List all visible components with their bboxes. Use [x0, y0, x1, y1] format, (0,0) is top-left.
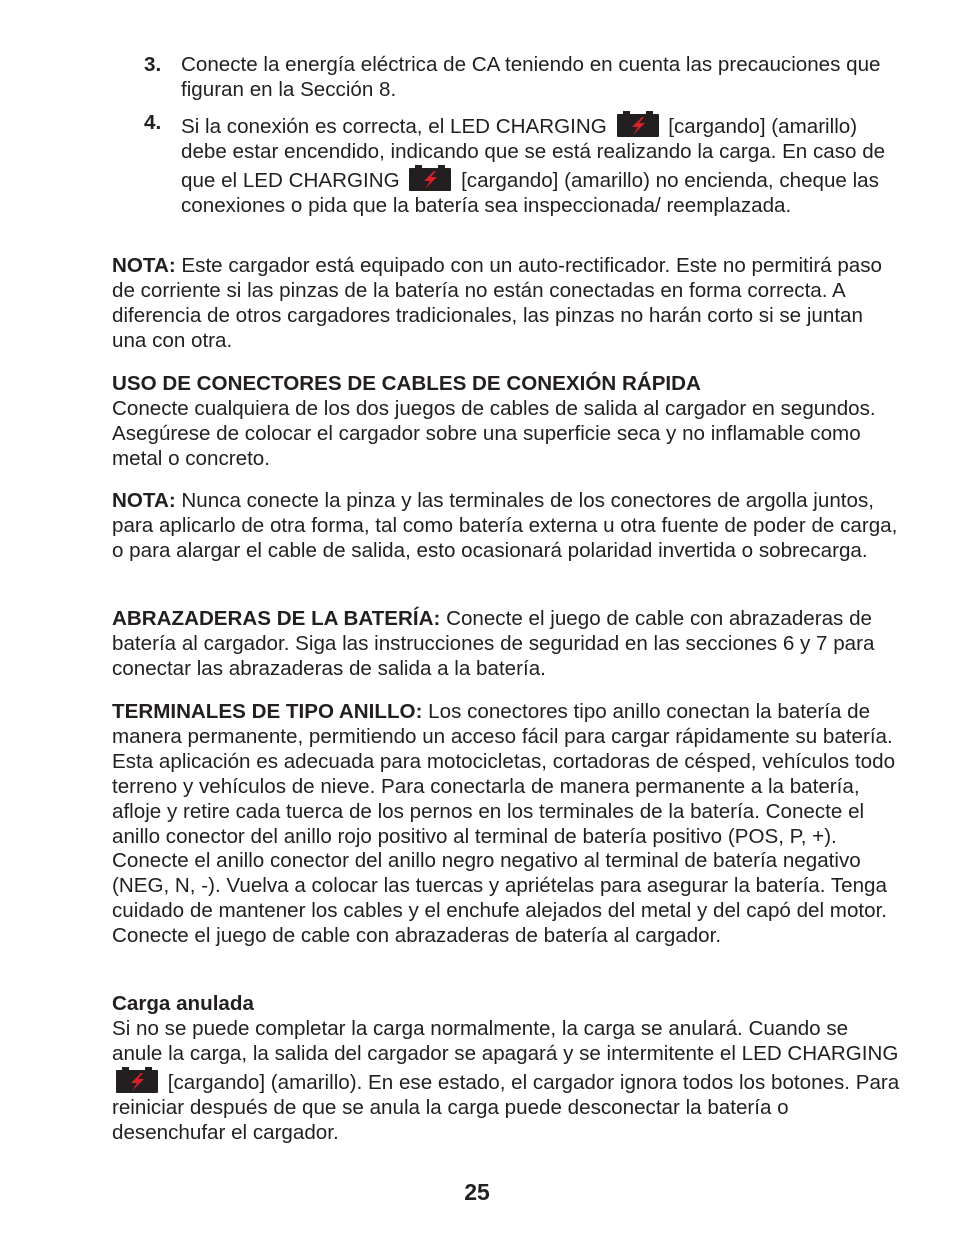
- ring-label: TERMINALES DE TIPO ANILLO:: [112, 700, 423, 723]
- clamps-label: ABRAZADERAS DE LA BATERÍA:: [112, 607, 441, 630]
- step-3: [112, 53, 902, 103]
- note-label: NOTA:: [112, 254, 176, 277]
- section-text: [112, 1017, 902, 1146]
- note-paragraph: [112, 489, 902, 564]
- abort-text-part: Si no se puede completar la carga normalmente, la carga se anulará. Cuando se anule la carga, la salida del cargador se apagará y se intermitente el LED CHARGING: [112, 1016, 899, 1065]
- note-text: Este cargador está equipado con un auto-rectificador. Este no permitirá paso de corriente si las pinzas de la batería no están conectadas en forma correcta. A diferencia de otros cargadores tradicionales, las pinzas no harán corto si se juntan una con otra.: [112, 254, 883, 352]
- battery-charging-icon: [409, 165, 451, 191]
- step-text-part: [cargando] (amarillo) no encienda, cheque las conexiones o pida que la batería sea inspeccionada/ reemplazada.: [181, 168, 879, 217]
- charge-abort-section: [112, 992, 902, 1145]
- note-paragraph: [112, 254, 902, 354]
- quick-connect-section: [112, 372, 902, 472]
- step-text: [181, 111, 902, 219]
- battery-charging-icon: [617, 111, 659, 137]
- section-heading: Carga anulada: [112, 992, 254, 1015]
- step-number: 4.: [144, 111, 162, 134]
- note-text: Nunca conecte la pinza y las terminales de los conectores de argolla juntos, para aplicarlo de otra forma, tal como batería externa u otra fuente de poder de carga, o para alargar el cable de salida, esto ocasionará polaridad invertida o sobrecarga.: [112, 489, 898, 562]
- abort-text-part: [cargando] (amarillo). En ese estado, el cargador ignora todos los botones. Para reiniciar después de que se anula la carga puede desconectar la batería o desenchufar el cargador.: [112, 1070, 900, 1144]
- page-number: 25: [464, 1179, 490, 1205]
- clamps-text: Conecte el juego de cable con abrazaderas de batería al cargador. Siga las instrucciones de seguridad en las secciones 6 y 7 para conectar las abrazaderas de salida a la batería.: [112, 607, 875, 680]
- step-text-part: [cargando] (amarillo) debe estar encendido, indicando que se está realizando la carga. En caso de que el LED CHARGING: [181, 115, 886, 192]
- section-heading: USO DE CONECTORES DE CABLES DE CONEXIÓN RÁPIDA: [112, 372, 701, 395]
- section-text: Conecte cualquiera de los dos juegos de cables de salida al cargador en segundos. Asegúrese de colocar el cargador sobre una superficie seca y no inflamable como metal o concreto.: [112, 396, 876, 470]
- battery-charging-icon: [116, 1067, 158, 1093]
- step-number: 3.: [144, 53, 162, 76]
- battery-clamps-paragraph: [112, 607, 902, 682]
- ring-terminals-paragraph: [112, 700, 902, 949]
- note-label: NOTA:: [112, 489, 176, 512]
- step-4: [112, 111, 902, 219]
- ring-text: Los conectores tipo anillo conectan la batería de manera permanente, permitiendo un acceso fácil para cargar rápidamente su batería. Esta aplicación es adecuada para motocicletas, cortadoras de césped, vehículos todo terreno y vehículos de nieve. Para conectarla de manera permanente a la batería, afloje y retire cada tuerca de los pernos en los terminales de la batería. Conecte el anillo conector del anillo rojo positivo al terminal de batería positivo (POS, P, +). Conecte el anillo conector del anillo negro negativo al terminal de batería negativo (NEG, N, -). Vuelva a colocar las tuercas y apriételas para asegurar la batería. Tenga cuidado de mantener los cables y el enchufe alejados del metal y del capó del motor. Conecte el juego de cable con abrazaderas de batería al cargador.: [112, 700, 896, 948]
- step-text: Conecte la energía eléctrica de CA teniendo en cuenta las precauciones que figuran en la Sección 8.: [181, 53, 881, 101]
- step-text-part: Si la conexión es correcta, el LED CHARGING: [181, 115, 607, 138]
